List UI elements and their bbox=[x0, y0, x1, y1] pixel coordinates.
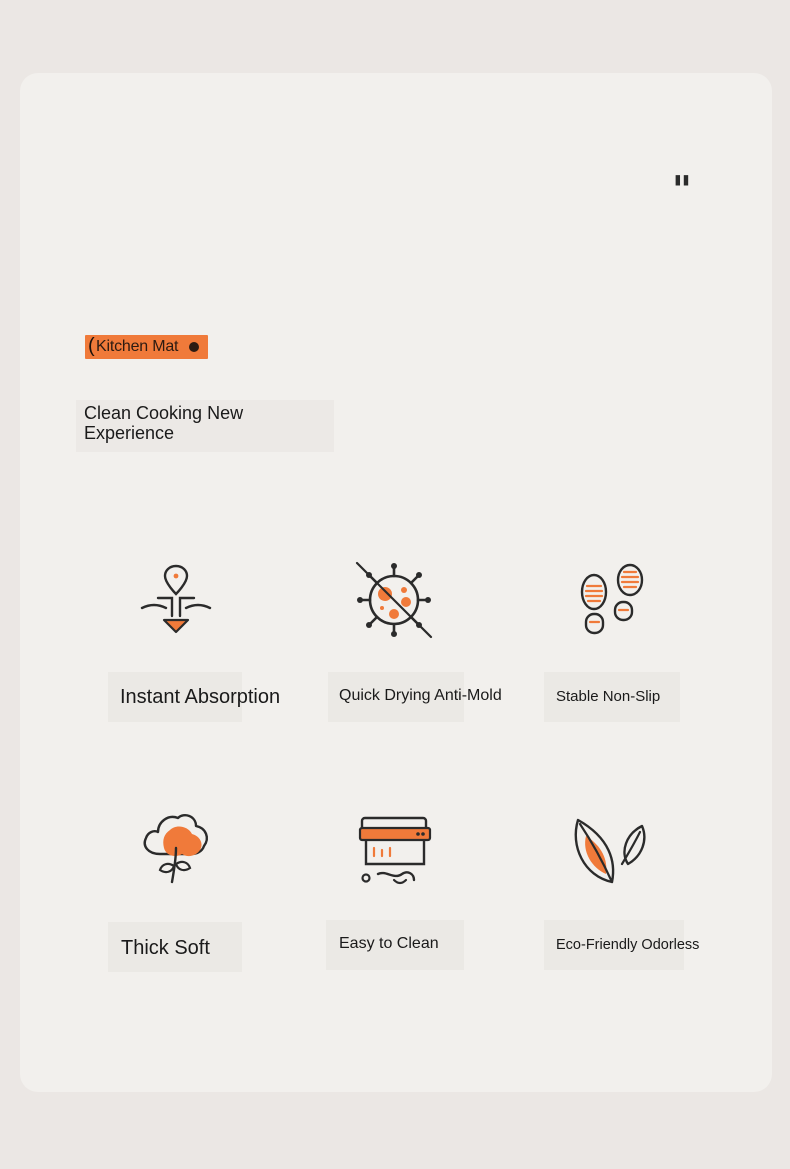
feature-label-quick-drying-anti-mold: Quick Drying Anti-Mold bbox=[339, 687, 502, 704]
feature-label-easy-to-clean: Easy to Clean bbox=[339, 935, 439, 952]
product-tag-label: Kitchen Mat bbox=[96, 338, 179, 355]
feature-label-stable-non-slip: Stable Non-Slip bbox=[556, 688, 661, 705]
anti-mold-germ-icon bbox=[354, 560, 434, 640]
water-drop-absorb-icon bbox=[136, 560, 216, 640]
tag-dot-icon bbox=[189, 342, 199, 352]
feature-label-thick-soft: Thick Soft bbox=[121, 937, 210, 959]
feature-label-instant-absorption: Instant Absorption bbox=[120, 686, 281, 708]
feature-label-eco-friendly-odorless: Eco-Friendly Odorless bbox=[556, 937, 700, 953]
tagline-box bbox=[76, 400, 334, 452]
cleaning-brush-icon bbox=[354, 808, 434, 888]
footprints-icon bbox=[572, 560, 652, 640]
tagline: Clean Cooking New Experience bbox=[84, 403, 244, 443]
tag-bracket-icon: ( bbox=[88, 335, 95, 357]
leaf-icon bbox=[572, 808, 652, 888]
product-tag bbox=[85, 335, 208, 359]
cotton-icon bbox=[136, 808, 216, 888]
quote-mark: " bbox=[672, 168, 692, 212]
